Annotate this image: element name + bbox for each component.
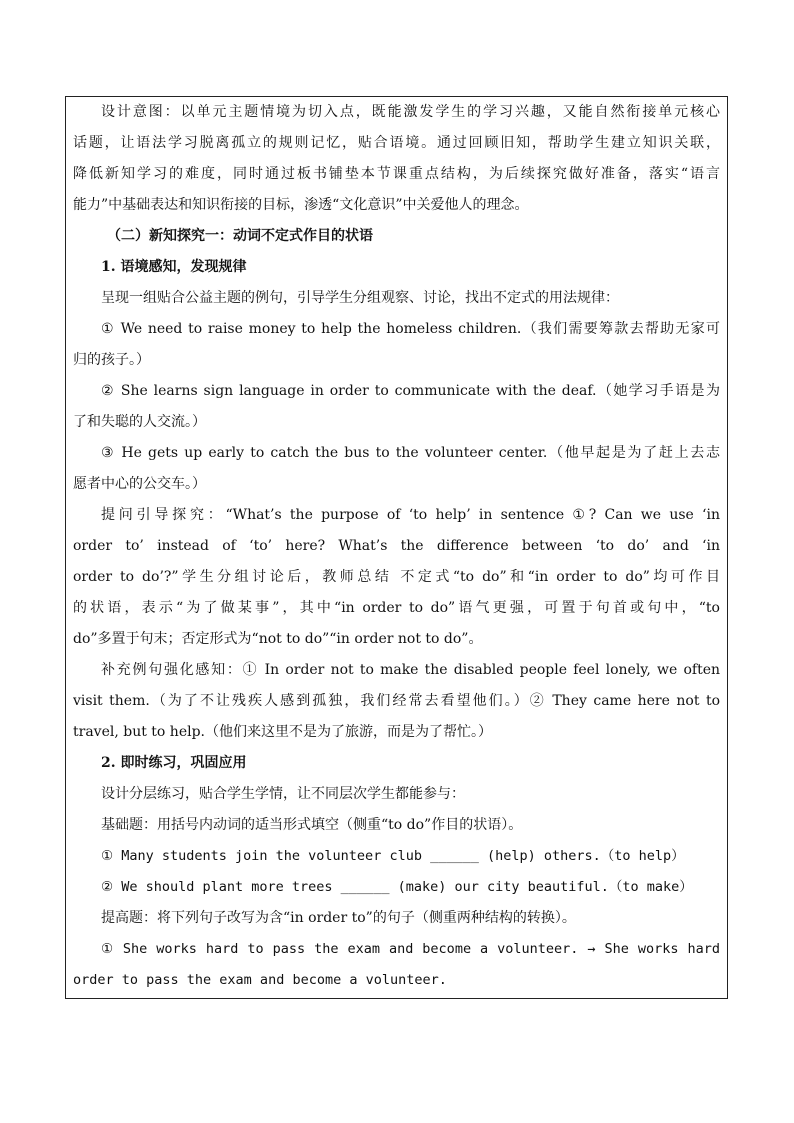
example-sentence: ③ He gets up early to catch the bus to the volunteer center.（他早起是为了赶上去志 [101, 445, 720, 461]
exercise-item: ② We should plant more trees ______ (make) our city beautiful.（to make） [101, 879, 693, 895]
example-sentence: 愿者中心的公交车。） [73, 476, 206, 492]
paragraph-line: 设计分层练习，贴合学生学情，让不同层次学生都能参与： [101, 786, 465, 802]
paragraph-line: visit them.（为了不让残疾人感到孤独，我们经常去看望他们。）② They came here not to [73, 693, 720, 709]
exercise-item: ① She works hard to pass the exam and become a volunteer. → She works hard [101, 941, 720, 957]
example-sentence: ② She learns sign language in order to communicate with the deaf.（她学习手语是为 [101, 383, 720, 399]
paragraph-line: 降低新知学习的难度，同时通过板书铺垫本节课重点结构，为后续探究做好准备，落实“语言 [73, 166, 720, 182]
section-heading: （二）新知探究一：动词不定式作目的状语 [107, 228, 373, 244]
paragraph-line: 补充例句强化感知：① In order not to make the disabled people feel lonely, we often [101, 662, 720, 678]
paragraph-line: do”多置于句末；否定形式为“not to do”“in order not to do”。 [73, 631, 483, 647]
table-cell [65, 96, 728, 999]
subsection-heading: 2. 即时练习，巩固应用 [101, 755, 247, 771]
subsection-heading: 1. 语境感知，发现规律 [101, 259, 247, 275]
paragraph-line: 提问引导探究：“What’s the purpose of ‘to help’ in sentence ①? Can we use ‘in [101, 507, 720, 523]
paragraph-line: travel, but to help.（他们来这里不是为了旅游，而是为了帮忙。） [73, 724, 492, 740]
paragraph-line: order to’ instead of ‘to’ here? What’s the difference between ‘to do’ and ‘in [73, 538, 720, 554]
paragraph-line: 话题，让语法学习脱离孤立的规则记忆，贴合语境。通过回顾旧知，帮助学生建立知识关联， [73, 135, 720, 151]
paragraph-line: 的状语，表示“为了做某事”，其中“in order to do”语气更强，可置于句首或句中，“to [73, 600, 720, 616]
example-sentence: 归的孩子。） [73, 352, 150, 368]
paragraph-line: 呈现一组贴合公益主题的例句，引导学生分组观察、讨论，找出不定式的用法规律： [101, 290, 619, 306]
paragraph-line: 基础题：用括号内动词的适当形式填空（侧重“to do”作目的状语）。 [101, 817, 523, 833]
exercise-item: order to pass the exam and become a volunteer. [73, 972, 447, 988]
paragraph-line: 能力”中基础表达和知识衔接的目标，渗透“文化意识”中关爱他人的理念。 [73, 197, 529, 213]
paragraph-line: order to do’?”学生分组讨论后，教师总结 不定式“to do”和“in order to do”均可作目 [73, 569, 720, 585]
example-sentence: 了和失聪的人交流。） [73, 414, 206, 430]
paragraph-line: 设计意图：以单元主题情境为切入点，既能激发学生的学习兴趣，又能自然衔接单元核心 [101, 104, 720, 120]
example-sentence: ① We need to raise money to help the homeless children.（我们需要筹款去帮助无家可 [101, 321, 720, 337]
exercise-item: ① Many students join the volunteer club ______ (help) others.（to help） [101, 848, 685, 864]
paragraph-line: 提高题：将下列句子改写为含“in order to”的句子（侧重两种结构的转换）。 [101, 910, 576, 926]
